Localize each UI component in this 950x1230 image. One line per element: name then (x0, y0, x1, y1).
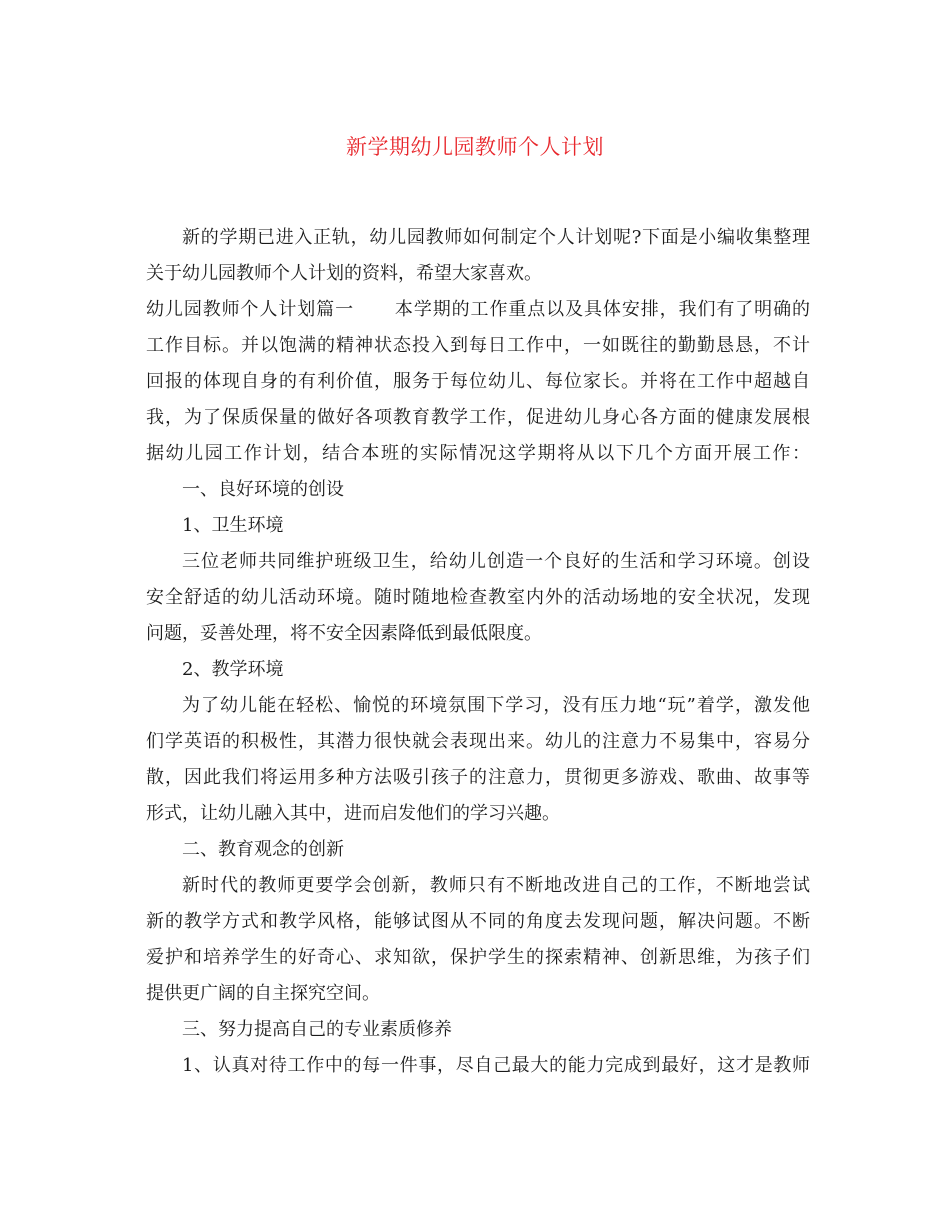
section-heading: 二、教育观念的创新 (182, 839, 344, 860)
paragraph-line: 三位老师共同维护班级卫生，给幼儿创造一个良好的生活和学习环境。创设 (182, 551, 810, 572)
subsection-heading: 2、教学环境 (182, 659, 284, 680)
paragraph-line: 回报的体现自身的有利价值，服务于每位幼儿、每位家长。并将在工作中超越自 (146, 371, 810, 392)
section-heading: 三、努力提高自己的专业素质修养 (182, 1019, 452, 1040)
paragraph-line: 安全舒适的幼儿活动环境。随时随地检查教室内外的活动场地的安全状况，发现 (146, 587, 810, 608)
paragraph-line: 1、认真对待工作中的每一件事，尽自己最大的能力完成到最好，这才是教师 (182, 1055, 810, 1076)
section-heading: 幼儿园教师个人计划篇一 (146, 299, 354, 320)
paragraph-line: 形式，让幼儿融入其中，进而启发他们的学习兴趣。 (146, 803, 560, 824)
paragraph-line: 问题，妥善处理，将不安全因素降低到最低限度。 (146, 623, 542, 644)
paragraph-line: 提供更广阔的自主探究空间。 (146, 983, 380, 1004)
paragraph-text: 本学期的工作重点以及具体安排，我们有了明确的 (394, 299, 810, 320)
paragraph-line: 关于幼儿园教师个人计划的资料，希望大家喜欢。 (146, 263, 542, 284)
paragraph-line: 据幼儿园工作计划，结合本班的实际情况这学期将从以下几个方面开展工作： (146, 443, 810, 464)
paragraph-line: 们学英语的积极性，其潜力很快就会表现出来。幼儿的注意力不易集中，容易分 (146, 731, 810, 752)
paragraph-line: 散，因此我们将运用多种方法吸引孩子的注意力，贯彻更多游戏、歌曲、故事等 (146, 767, 810, 788)
document-body (146, 220, 810, 1084)
paragraph-line: 爱护和培养学生的好奇心、求知欲，保护学生的探索精神、创新思维，为孩子们 (146, 947, 810, 968)
document-title: 新学期幼儿园教师个人计划 (346, 135, 604, 159)
paragraph-line: 为了幼儿能在轻松、愉悦的环境氛围下学习，没有压力地“玩”着学，激发他 (182, 695, 810, 716)
paragraph-line: 我，为了保质保量的做好各项教育教学工作，促进幼儿身心各方面的健康发展根 (146, 407, 810, 428)
paragraph-line (146, 292, 810, 328)
paragraph-line: 新时代的教师更要学会创新，教师只有不断地改进自己的工作，不断地尝试 (182, 875, 810, 896)
subsection-heading: 1、卫生环境 (182, 515, 284, 536)
paragraph-line: 工作目标。并以饱满的精神状态投入到每日工作中，一如既往的勤勤恳恳，不计 (146, 335, 810, 356)
section-heading: 一、良好环境的创设 (182, 479, 344, 500)
paragraph-line: 新的学期已进入正轨，幼儿园教师如何制定个人计划呢?下面是小编收集整理 (182, 227, 810, 248)
paragraph-line: 新的教学方式和教学风格，能够试图从不同的角度去发现问题，解决问题。不断 (146, 911, 810, 932)
